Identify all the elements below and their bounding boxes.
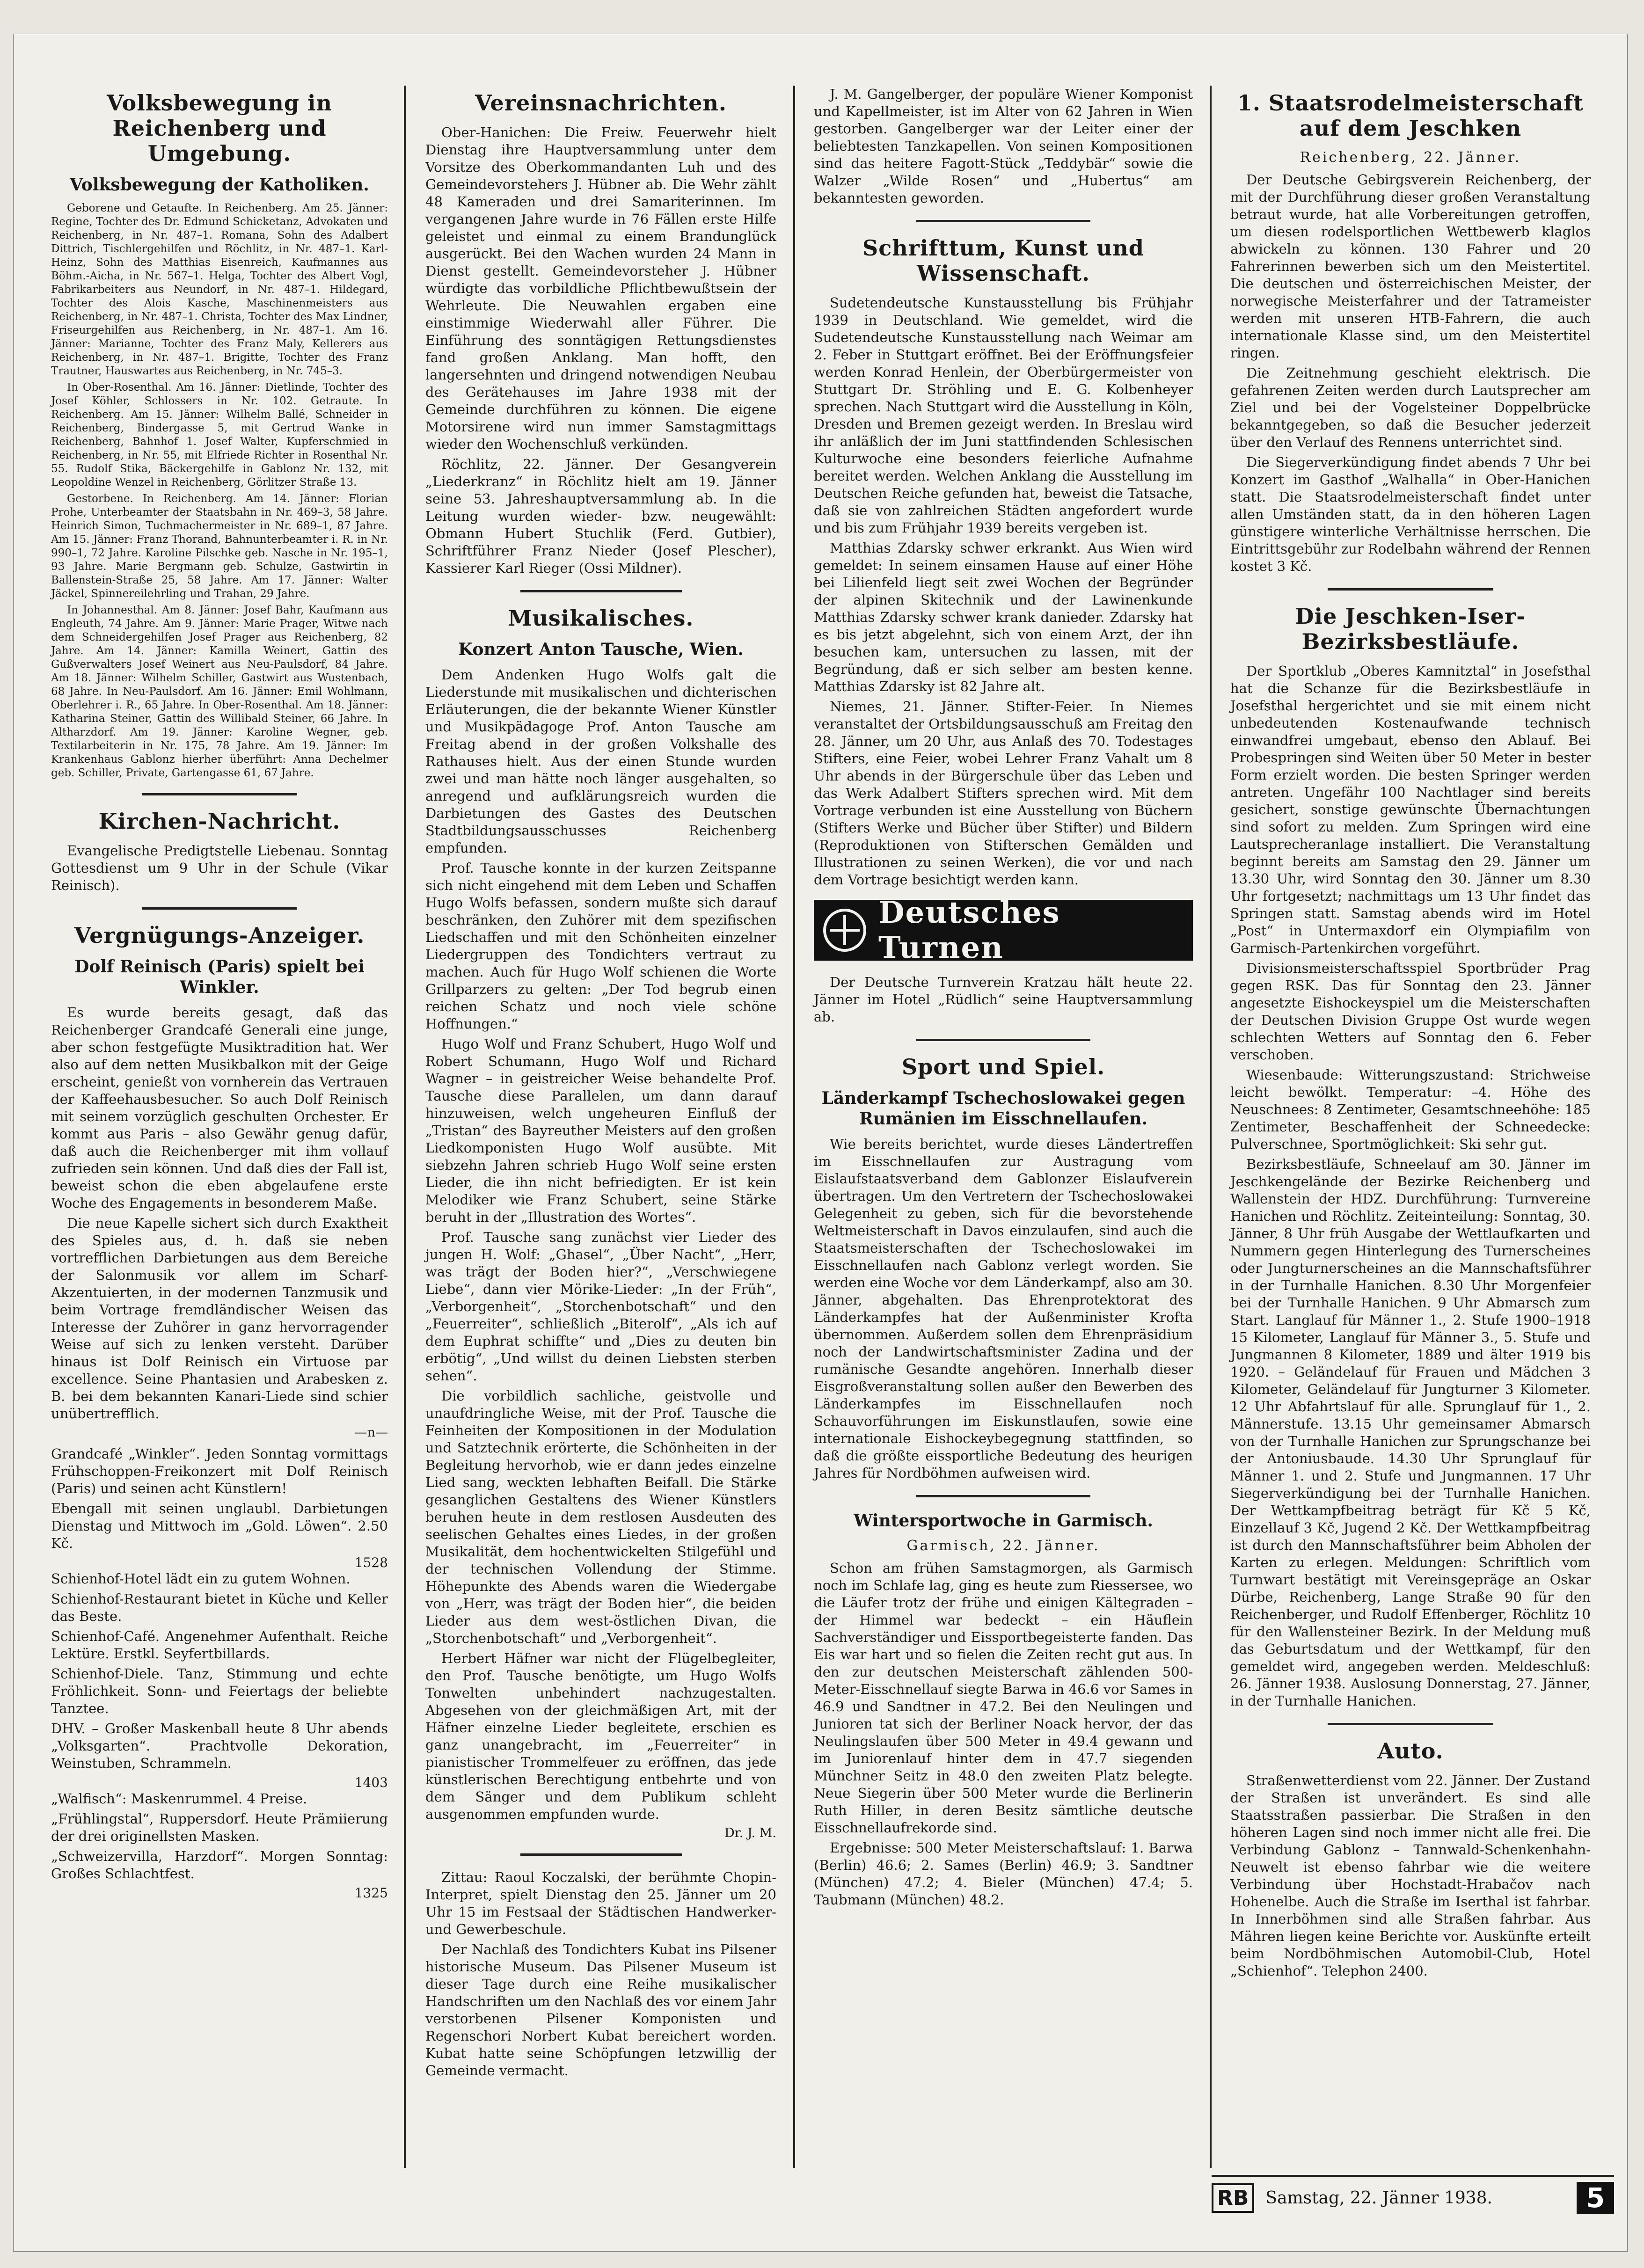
- article-paragraph: Der Nachlaß des Tondichters Kubat ins Pilsener historische Museum. Das Pilsener Museum ist dieser Tage durch eine Reihe musikalischer Handschriften um den Nachlaß des vor einem Jahr verstorbenen Pilsener Komponisten und Regenschori Norbert Kubat bereichert worden. Kubat hatte seine Schöpfungen letzwillig der Gemeinde vermacht.: [425, 1941, 776, 2078]
- article-headline: Länderkampf Tschechoslowakei gegen Rumänien im Eisschnellaufen.: [821, 1088, 1185, 1129]
- divider: [916, 1495, 1091, 1497]
- article-paragraph: Es wurde bereits gesagt, daß das Reichenberger Grandcafé Generali eine junge, aber schon festgefügte Musiktradition hat. Wer also auf dem netten Musikbalkon mit der Geige erscheint, genießt von vornherein das Vertrauen der Kaffeehausbesucher. So auch Dolf Reinisch mit seinem vorzüglich geschulten Orchester. Er kommt aus Paris – also Gewähr genug dafür, daß auch die Reichenberger mit ihm vollauf zufrieden sein können. Und daß dies der Fall ist, beweist schon die eben abgelaufene erste Woche des Engagements in besonderem Maße.: [51, 1005, 388, 1211]
- ad-number: 1403: [354, 1775, 388, 1790]
- section-heading: Auto.: [1377, 1738, 1444, 1764]
- article-paragraph: Die Siegerverkündigung findet abends 7 Uhr bei Konzert im Gasthof „Walhalla“ in Ober-Hanichen statt. Die Staatsrodelmeisterschaft findet unter allen Umständen statt, da in den höheren Lagen günstigere winterliche Verhältnisse herrschen. Die Eintrittsgebühr zur Rodelbahn während der Rennen kostet 3 Kč.: [1230, 454, 1591, 574]
- article-paragraph: In Ober-Rosenthal. Am 16. Jänner: Dietlinde, Tochter des Josef Köhler, Schlossers in Nr. 102. Getraute. In Reichenberg. Am 15. Jänner: Wilhelm Ballé, Schneider in Reichenberg, Bindergasse 5, mit Gertrud Wanke in Reichenberg, Bahnhof 1. Josef Walter, Kupferschmied in Reichenberg, in Nr. 55, mit Elfriede Richter in Rosenthal Nr. 55. Rudolf Stika, Bäckergehilfe in Gablonz Nr. 132, mit Leopoldine Wenzel in Reichenberg, Görlitzer Straße 13.: [51, 381, 388, 489]
- dateline: Reichenberg, 22. Jänner.: [1300, 149, 1521, 166]
- column-4: [1221, 86, 1600, 2168]
- deutsches-turnen-banner: [814, 895, 1193, 965]
- article-paragraph: Geborene und Getaufte. In Reichenberg. Am 25. Jänner: Regine, Tochter des Dr. Edmund Schicketanz, Advokaten und Reichenberg, in Nr. 487–1. Romana, Sohn des Adalbert Dittrich, Tischlergehilfen und Röchlitz, in Nr. 487–1. Karl-Heinz, Sohn des Matthias Eisenreich, Kaufmannes aus Böhm.-Aicha, in Nr. 567–1. Helga, Tochter des Albert Vogl, Fabrikarbeiters aus Neundorf, in Nr. 487–1. Hildegard, Tochter des Alois Kasche, Maschinenmeisters aus Reichenberg, in Nr. 487–1. Christa, Tochter des Max Lindner, Friseurgehilfen aus Reichenberg, in Nr. 487–1. Am 16. Jänner: Marianne, Tochter des Franz Maly, Kellerers aus Reichenberg, in Nr. 487–1. Brigitte, Tochter des Franz Trautner, Hauswartes aus Reichenberg, in Nr. 745–3.: [51, 202, 388, 377]
- banner-title: Deutsches Turnen: [878, 895, 1060, 965]
- section-heading: Volksbewegung in Reichenberg und Umgebung.: [107, 90, 332, 166]
- article-paragraph: Herbert Häfner war nicht der Flügelbegleiter, den Prof. Tausche benötigte, um Hugo Wolfs Tonwelten unbehindert nachzugestalten. Abgesehen von der gleichmäßigen Art, mit der Häfner einzelne Lieder begleitete, erschien es ganz unangebracht, im „Feuerreiter“ in pianistischer Trommelfeuer zu eröffnen, das jede künstlerischen Berechtigung entbehrte und von dem Sänger und dem Publikum schleht ausgenommen empfunden wurde.: [425, 1650, 776, 1822]
- article-headline: Wintersportwoche in Garmisch.: [854, 1511, 1153, 1531]
- section-heading: 1. Staatsrodelmeisterschaft auf dem Jeschken: [1237, 90, 1584, 141]
- article-paragraph: Die Zeitnehmung geschieht elektrisch. Die gefahrenen Zeiten werden durch Lautsprecher am Ziel und bei der Vogelsteiner Doppelbrücke bekanntgegeben, so daß die Besucher jederzeit über den Verlauf des Rennens unterrichtet sind.: [1230, 365, 1591, 450]
- article-paragraph: In Johannesthal. Am 8. Jänner: Josef Bahr, Kaufmann aus Engleuth, 74 Jahre. Am 9. Jänner: Marie Prager, Witwe nach dem Schneidergehilfen Josef Prager aus Reichenberg, 82 Jahre. Am 14. Jänner: Kamilla Weinert, Gattin des Gußverwalters Josef Weinert aus Neu-Paulsdorf, 84 Jahre. Am 18. Jänner: Wilhelm Schiller, Gastwirt aus Wustenbach, 68 Jahre. In Neu-Paulsdorf. Am 16. Jänner: Emil Wohlmann, Oberlehrer i. R., 65 Jahre. In Ober-Rosenthal. Am 18. Jänner: Katharina Steiner, Gattin des Willibald Steiner, 66 Jahre. In Altharzdorf. Am 19. Jänner: Karoline Wegner, geb. Textilarbeiterin in Nr. 175, 78 Jahre. Am 19. Jänner: Im Krankenhaus Gablonz hierher überführt: Anna Dechelmer geb. Schiller, Private, Gartengasse 61, 67 Jahre.: [51, 604, 388, 779]
- section-heading: Kirchen-Nachricht.: [98, 809, 341, 834]
- ad-item: Ebengall mit seinen unglaubl. Darbietungen Dienstag und Mittwoch im „Gold. Löwen“. 2.50 Kč.: [51, 1501, 388, 1551]
- article-paragraph: Bezirksbestläufe, Schneelauf am 30. Jänner im Jeschkengelände der Bezirke Reichenberg und Wallenstein der HDZ. Durchführung: Turnvereine Hanichen und Röchlitz. Zeiteinteilung: Sonntag, 30. Jänner, 8 Uhr früh Ausgabe der Wettlaufkarten und Nummern gegen Hinterlegung des Turnerscheines oder Jungturnerscheines an die Mannschaftsführer in der Turnhalle Hanichen. 8.30 Uhr Morgenfeier bei der Turnhalle Hanichen. 9 Uhr Abmarsch zum Start. Langlauf für Männer 1., 2. Stufe 1900–1918 15 Kilometer, Langlauf für Männer 3., 5. Stufe und Jungmannen 8 Kilometer, 1889 und älter 1919 bis 1920. – Geländelauf für Frauen und Mädchen 3 Kilometer, Geländelauf für Jungturner 3 Kilometer. 12 Uhr Abfahrtslauf für alle. Sprunglauf für 1., 2. Männerstufe. 13.15 Uhr gemeinsamer Abmarsch von der Turnhalle Hanichen zur Sprungschanze bei der Antoniusbaude. 14.30 Uhr Sprunglauf für Männer 1. und 2. Stufe und Jungmannen. 17 Uhr Siegerverkündigung bei der Turnhalle Hanichen. Der Wettkampfbeitrag beträgt für Kč 5 Kč, Einzellauf 3 Kč, Jugend 2 Kč. Der Wettkampfbeitrag ist durch den Mannschaftsführer beim Abholen der Karten zu erlegen. Meldungen: Schriftlich vom Turnwart bestätigt mit Vereinsgepräge an Oskar Dürbe, Reichenberg, Lange Straße 90 für den Reichenberger, und Rudolf Effenberger, Röchlitz 10 für den Wallensteiner Bezirk. In der Meldung muß das Geburtsdatum und der Wettkampf, für den gemeldet wird, angegeben werden. Meldeschluß: 26. Jänner 1938. Auslosung Donnerstag, 27. Jänner, in der Turnhalle Hanichen.: [1230, 1156, 1591, 1709]
- newspaper-logo: RB: [1212, 2183, 1254, 2213]
- article-paragraph: Straßenwetterdienst vom 22. Jänner. Der Zustand der Straßen ist unverändert. Es sind alle Staatsstraßen passierbar. Die Straßen in den höheren Lagen sind noch immer nicht alle frei. Die Verbindung Gablonz – Tannwald-Schenkenhahn-Neuwelt ist ebenso fahrbar wie die weitere Verbindung über Hochstadt-Hrabačov nach Hohenelbe. Auch die Straße im Iserthal ist fahrbar. In Innerböhmen sind alle Straßen fahrbar. Aus Mähren liegen keine Berichte vor. Auskünfte erteilt beim Nordböhmischen Automobil-Club, Hotel „Schienhof“. Telephon 2400.: [1230, 1772, 1591, 1979]
- section-heading: Vergnügungs-Anzeiger.: [74, 923, 365, 948]
- divider: [916, 1039, 1091, 1041]
- article-paragraph: Gestorbene. In Reichenberg. Am 14. Jänner: Florian Prohe, Unterbeamter der Staatsbahn in Nr. 469–3, 58 Jahre. Heinrich Simon, Tuchmachermeister in Nr. 689–1, 87 Jahre. Am 15. Jänner: Franz Thorand, Bahnunterbeamter i. R. in Nr. 990–1, 72 Jahre. Karoline Pilschke geb. Nasche in Nr. 195–1, 93 Jahre. Marie Bergmann geb. Schulze, Gastwirtin in Ballenstein-Straße 25, 58 Jahre. Am 17. Jänner: Walter Jäckel, Spinnereilehrling und Trahan, 29 Jahre.: [51, 493, 388, 600]
- newspaper-page: [13, 34, 1628, 2252]
- ad-item: Schienhof-Hotel lädt ein zu gutem Wohnen.: [51, 1571, 351, 1587]
- article-paragraph: Wie bereits berichtet, wurde dieses Ländertreffen im Eisschnellaufen zur Austragung vom Eislaufstaatsverband dem Gablonzer Eislaufverein übertragen. Um den Vertretern der Tschechoslowakei Gelegenheit zu geben, sich für die bevorstehende Weltmeisterschaft in Davos einzulaufen, sind auch die Staatsmeisterschaften der Tschechoslowakei im Eisschnellaufen nach Gablonz verlegt worden. Sie werden eine Woche vor dem Länderkampf, also am 30. Jänner, abgehalten. Das Ehrenprotektorat des Länderkampfes hat der Außenminister Krofta übernommen. Außerdem sollen dem Ehrenpräsidium noch der Landwirtschaftsminister Zadina und der rumänische Gesandte angehören. Innerhalb dieser Eisgroßveranstaltung sollen außer den Bewerben des Länderkampfes im Eisschnellaufen noch Schauvorführungen im Eiskunstlaufen, sowie eine internationale Eishockeybegegnung stattfinden, so daß die größte eissportliche Bedeutung des heurigen Jahres für Nordböhmen aufweisen wird.: [814, 1136, 1193, 1481]
- article-paragraph: Matthias Zdarsky schwer erkrankt. Aus Wien wird gemeldet: In seinem einsamen Hause auf einer Höhe bei Lilienfeld liegt seit zwei Wochen der Begründer der alpinen Skitechnik und der Lawinenkunde Matthias Zdarsky schwer krank danieder. Zdarsky hat es bis jetzt abgelehnt, sich von einem Arzt, der ihn besuchen kam, untersuchen zu lassen, mit der Begründung, daß er sich selber am besten kenne. Matthias Zdarsky ist 82 Jahre alt.: [814, 540, 1193, 694]
- ad-item: Schienhof-Diele. Tanz, Stimmung und echte Fröhlichkeit. Sonn- und Feiertags der beliebte Tanztee.: [51, 1666, 388, 1716]
- ad-item: „Walfisch“: Maskenrummel. 4 Preise.: [51, 1791, 307, 1807]
- article-paragraph: Prof. Tausche konnte in der kurzen Zeitspanne sich nicht eingehend mit dem Leben und Schaffen Hugo Wolfs befassen, sondern mußte sich darauf beschränken, den Zuhörer mit dem spezifischen Liedschaffen und mit den Schönheiten einzelner Liedergruppen des Tondichters vertraut zu machen. Auch für Hugo Wolf schienen die Worte Grillparzers zu gelten: „Der Tod begrub einen reichen Schatz und noch viele schöne Hoffnungen.“: [425, 860, 776, 1032]
- column-rule: [793, 86, 795, 2168]
- article-paragraph: Der Sportklub „Oberes Kamnitztal“ in Josefsthal hat die Schanze für die Bezirksbestläufe in Josefsthal hergerichtet und sie mit einem nicht unbedeutenden Kostenaufwande technisch einwandfrei umgebaut, ebenso den Ablauf. Bei Probespringen sind Weiten über 50 Meter in bester Form erzielt worden. Die besten Springer werden antreten. Ungefähr 100 Nachtlager sind bereits gesichert, sonstige gewünschte Übernachtungen sind sofort zu melden. Zum Springen wird eine Lautsprecheranlage installiert. Die Veranstaltung beginnt bereits am Samstag den 29. Jänner um 13.30 Uhr, wird Sonntag den 30. Jänner um 8.30 Uhr fortgesetzt; nachmittags um 13 Uhr findet das Springen statt. Samstag abends wird im Hotel „Post“ in Untermaxdorf ein Olympiafilm von Garmisch-Partenkirchen vorgeführt.: [1230, 663, 1591, 956]
- article-paragraph: Röchlitz, 22. Jänner. Der Gesangverein „Liederkranz“ in Röchlitz hielt am 19. Jänner seine 53. Jahreshauptversammlung ab. In die Leitung wurden wieder- bzw. neugewählt: Obmann Hubert Stuchlik (Ferd. Gutbier), Schriftführer Franz Nieder (Josef Plescher), Kassierer Karl Rieger (Ossi Mildner).: [425, 456, 776, 576]
- divider: [520, 1853, 682, 1856]
- article-paragraph: Schon am frühen Samstagmorgen, als Garmisch noch im Schlafe lag, ging es heute zum Riessersee, wo die Läufer trotz der frühe und einigen Kältegraden – der Himmel war bedeckt – ein Häuflein Sachverständiger und Eissportbegeisterte fanden. Das Eis war hart und so fielen die Zeiten recht gut aus. In den zur deutschen Meisterschaft zählenden 500-Meter-Eisschnellauf siegte Barwa in 46.6 vor Sames in 46.9 und Sandtner in 47.2. Bei den Neulingen und Junioren tat sich der Berliner Noack hervor, der das Neulingslaufen über 500 Meter in 49.4 gewann und im Juniorenlauf hinter dem in 47.7 siegenden Münchner Seitz in 48.0 den zweiten Platz belegte. Neue Siegerin über 500 Meter wurde die Berlinerin Ruth Hiller, in deren Besitz sämtliche deutsche Eisschnellaufrekorde sind.: [814, 1560, 1193, 1836]
- column-1: [42, 86, 397, 2168]
- ad-item: Schienhof-Café. Angenehmer Aufenthalt. Reiche Lektüre. Erstkl. Seyfertbillards.: [51, 1628, 388, 1662]
- article-paragraph: Niemes, 21. Jänner. Stifter-Feier. In Niemes veranstaltet der Ortsbildungsausschuß am Freitag den 28. Jänner, um 20 Uhr, aus Anlaß des 70. Todestages Stifters, eine Feier, wobei Lehrer Franz Vahalt um 8 Uhr abends in der Bürgerschule über das Leben und das Werk Adalbert Stifters sprechen wird. Mit dem Vortrage verbunden ist eine Ausstellung von Büchern (Stifters Werke und Bücher über Stifter) und Bildern (Reproduktionen von Stifterschen Gemälden und Illustrationen zu seinen Werken), die vor und nach dem Vortrage besichtigt werden kann.: [814, 699, 1193, 888]
- ad-item: DHV. – Großer Maskenball heute 8 Uhr abends „Volksgarten“. Prachtvolle Dekoration, Weinstuben, Schrammeln.: [51, 1721, 388, 1771]
- article-paragraph: Die neue Kapelle sichert sich durch Exaktheit des Spieles aus, d. h. daß sie neben vortrefflichen Darbietungen aus dem Bereiche der Salonmusik vor allem im Scharf-Akzentuierten, in der modernen Tanzmusik und beim Vortrage fremdländischer Weisen das Interesse der Zuhörer in ganz hervorragender Weise auf sich zu lenken versteht. Darüber hinaus ist Dolf Reinisch ein Virtuose par excellence. Seine Phantasien und Arabesken z. B. bei dem bekannten Kanari-Liede sind schier unübertrefflich.: [51, 1215, 388, 1422]
- divider: [1328, 1723, 1493, 1725]
- section-heading: Schrifttum, Kunst und Wissenschaft.: [862, 235, 1144, 286]
- author-signature: —n—: [354, 1425, 388, 1440]
- divider: [142, 907, 297, 910]
- divider: [520, 590, 682, 592]
- article-paragraph: Der Deutsche Gebirgsverein Reichenberg, der mit der Durchführung dieser großen Veranstaltung betraut wurde, hat alle Vorbereitungen getroffen, um diesen rodelsportlichen Wettbewerb klaglos abwickeln zu können. 130 Fahrer und 20 Fahrerinnen bewerben sich um den Meistertitel. Die deutschen und österreichischen Meister, der norwegische Meisterfahrer und der Tatrameister werden mit unseren HTB-Fahrern, die auch internationale Klasse sind, um den Meistertitel ringen.: [1230, 172, 1591, 361]
- section-heading: Musikalisches.: [508, 605, 694, 631]
- ad-number: 1325: [354, 1885, 388, 1901]
- divider: [1328, 588, 1493, 591]
- column-rule: [404, 86, 406, 2168]
- article-paragraph: Hugo Wolf und Franz Schubert, Hugo Wolf und Robert Schumann, Hugo Wolf und Richard Wagner – in geistreicher Weise behandelte Prof. Tausche diese Parallelen, um dann darauf hinzuweisen, welch ungeheuren Einfluß der „Tristan“ des Bayreuther Meisters auf den großen Liedkomponisten Hugo Wolf ausübte. Mit siebzehn Jahren schrieb Hugo Wolf seine ersten Lieder, die ihn nicht befriedigten. Er ist kein Melodiker wie Franz Schubert, seine Stärke beruht in der „Illustration des Wortes“.: [425, 1036, 776, 1225]
- ad-number: 1528: [354, 1555, 388, 1570]
- ad-item: „Frühlingstal“, Ruppersdorf. Heute Prämiierung der drei originellsten Masken.: [51, 1811, 388, 1844]
- section-heading: Vereinsnachrichten.: [475, 90, 727, 116]
- column-2: [416, 86, 786, 2168]
- article-paragraph: Zittau: Raoul Koczalski, der berühmte Chopin-Interpret, spielt Dienstag den 25. Jänner um 20 Uhr 15 im Festsaal der Städtischen Handwerker- und Gewerbeschule.: [425, 1869, 776, 1937]
- article-paragraph: Wiesenbaude: Witterungszustand: Strichweise leicht bewölkt. Temperatur: –4. Höhe des Neuschnees: 8 Zentimeter, Gesamtschneehöhe: 185 Zentimeter, Beschaffenheit der Schneedecke: Pulverschnee, Sportmöglichkeit: Ski sehr gut.: [1230, 1067, 1591, 1152]
- article-paragraph: Divisionsmeisterschaftsspiel Sportbrüder Prag gegen RSK. Das für Sonntag den 23. Jänner angesetzte Eishockeyspiel um die Meisterschaften der Deutschen Division Gruppe Ost wurde wegen schlechten Wetters auf Sonntag den 6. Feber verschoben.: [1230, 960, 1591, 1063]
- divider: [142, 793, 297, 795]
- ad-item: „Schweizervilla, Harzdorf“. Morgen Sonntag: Großes Schlachtfest.: [51, 1848, 388, 1881]
- article-paragraph: Die vorbildlich sachliche, geistvolle und unaufdringliche Weise, mit der Prof. Tausche die Feinheiten der Kompositionen in der Modulation und Satztechnik erörterte, die Schönheiten in der Begleitung hervorhob, wie er dann jedes einzelne Lied sang, weckten lebhaften Beifall. Die Stärke gesanglichen Gestaltens des Wiener Künstlers beruhen heute in dem restlosen Ausdeuten des seelischen Gehaltes eines Liedes, in der großen Musikalität, dem hochentwickelten Stilgefühl und der technischen Vollendung der Stimme. Höhepunkte des Abends waren die Wiedergabe von „Herr, was trägt der Boden hier“, die beiden Lieder aus dem west-östlichen Divan, die „Storchenbotschaft“ und „Verborgenheit“.: [425, 1388, 776, 1646]
- article-headline: Konzert Anton Tausche, Wien.: [458, 640, 744, 659]
- article-paragraph: Evangelische Predigtstelle Liebenau. Sonntag Gottesdienst um 9 Uhr in der Schule (Vikar Reinisch).: [51, 843, 388, 893]
- article-paragraph: Dem Andenken Hugo Wolfs galt die Liederstunde mit musikalischen und dichterischen Erläuterungen, die der bekannte Wiener Künstler und Musikpädagoge Prof. Anton Tausche am Freitag abend in der großen Volkshalle des Rathauses hielt. Aus der einen Stunde wurden zwei und man hätte noch länger ausgehalten, so anregend und aufklärungsreich wurden die Darbietungen des Gastes des Deutschen Stadtbildungsausschusses Reichenberg empfunden.: [425, 667, 776, 856]
- dateline: Garmisch, 22. Jänner.: [906, 1538, 1100, 1554]
- article-paragraph: J. M. Gangelberger, der populäre Wiener Komponist und Kapellmeister, ist im Alter von 62 Jahren in Wien gestorben. Gangelberger war der Leiter einer der beliebtesten Tanzkapellen. Von seinen Kompositionen sind das heitere Fagott-Stück „Teddybär“ sowie die Walzer „Wilde Rosen“ und „Hubertus“ am bekanntesten geworden.: [814, 86, 1193, 206]
- article-paragraph: Sudetendeutsche Kunstausstellung bis Frühjahr 1939 in Deutschland. Wie gemeldet, wird die Sudetendeutsche Kunstausstellung nach Weimar am 2. Feber in Stuttgart eröffnet. Bei der Eröffnungsfeier werden Konrad Henlein, der Oberbürgermeister von Stuttgart Dr. Ströhling und E. G. Kolbenheyer sprechen. Nach Stuttgart wird die Ausstellung in Köln, Dresden und Bremen gezeigt werden. In Breslau wird ihr anläßlich der im Juni stattfindenden Schlesischen Kulturwoche eine besonders feierliche Aufnahme bereitet werden. Welchen Anklang die Ausstellung im Deutschen Reiche gefunden hat, beweist die Tatsache, daß sie von zahlreichen Städten angefordert wurde und bis zum Frühjahr 1939 bereits vergeben ist.: [814, 295, 1193, 536]
- ad-item: Grandcafé „Winkler“. Jeden Sonntag vormittags Frühschoppen-Freikonzert mit Dolf Reinisch (Paris) und seinen acht Künstlern!: [51, 1446, 388, 1496]
- column-3: [804, 86, 1202, 2168]
- subheading: Volksbewegung der Katholiken.: [70, 175, 369, 195]
- author-signature: Dr. J. M.: [724, 1826, 776, 1840]
- divider: [916, 220, 1091, 222]
- article-paragraph: Der Deutsche Turnverein Kratzau hält heute 22. Jänner im Hotel „Rüdlich“ seine Hauptversammlung ab.: [814, 974, 1193, 1025]
- article-paragraph: Ergebnisse: 500 Meter Meisterschaftslauf: 1. Barwa (Berlin) 46.6; 2. Sames (Berlin) 46.9; 3. Sandtner (München) 47.2; 4. Bieler (München) 47.4; 5. Taubmann (München) 48.2.: [814, 1840, 1193, 1908]
- article-headline: Dolf Reinisch (Paris) spielt bei Winkler.: [74, 957, 365, 997]
- article-paragraph: Ober-Hanichen: Die Freiw. Feuerwehr hielt Dienstag ihre Hauptversammlung unter dem Vorsitze des Oberkommandanten Luh und des Gemeindevorstehers J. Hübner ab. Die Wehr zählt 48 Kameraden und drei Samariterinnen. Im vergangenen Jahre wurde in 76 Fällen erste Hilfe geleistet und einmal zu einem Brandunglück ausgerückt. Bei den Wachen wurden 24 Mann in Dienst gestellt. Gemeindevorsteher J. Hübner würdigte das vorbildliche Pflichtbewußtsein der Wehrleute. Die Neuwahlen ergaben eine einstimmige Wiederwahl aller Führer. Die Einführung des sonntägigen Rettungsdienstes fand großen Anklang. Man hofft, den langersehnten und dringend notwendigen Neubau des Gerätehauses im Jahre 1938 mit der Gemeinde durchführen zu können. Die eigene Motorsirene wird nun immer Samstagmittags wieder den Wochenschluß verkünden.: [425, 124, 776, 452]
- issue-date: Samstag, 22. Jänner 1938.: [1265, 2188, 1492, 2208]
- section-heading: Die Jeschken-Iser-Bezirksbestläufe.: [1295, 604, 1526, 654]
- page-number: 5: [1577, 2182, 1614, 2214]
- column-rule: [1210, 86, 1212, 2168]
- ads-list: [51, 1445, 388, 1901]
- ad-item: Schienhof-Restaurant bietet in Küche und Keller das Beste.: [51, 1591, 388, 1624]
- turner-cross-icon: [823, 909, 866, 952]
- page-footer: [1212, 2175, 1614, 2219]
- article-paragraph: Prof. Tausche sang zunächst vier Lieder des jungen H. Wolf: „Ghasel“, „Über Nacht“, „Herr, was trägt der Boden hier?“, „Verschwiegene Liebe“, dann vier Mörike-Lieder: „In der Früh“, „Verborgenheit“, „Storchenbotschaft“ und den „Feuerreiter“, schließlich „Biterolf“, „Als ich auf dem Euphrat schiffte“ und „Dies zu deuten bin erbötig“, „Und willst du deinen Liebsten sterben sehen“.: [425, 1229, 776, 1384]
- section-heading: Sport und Spiel.: [901, 1054, 1105, 1079]
